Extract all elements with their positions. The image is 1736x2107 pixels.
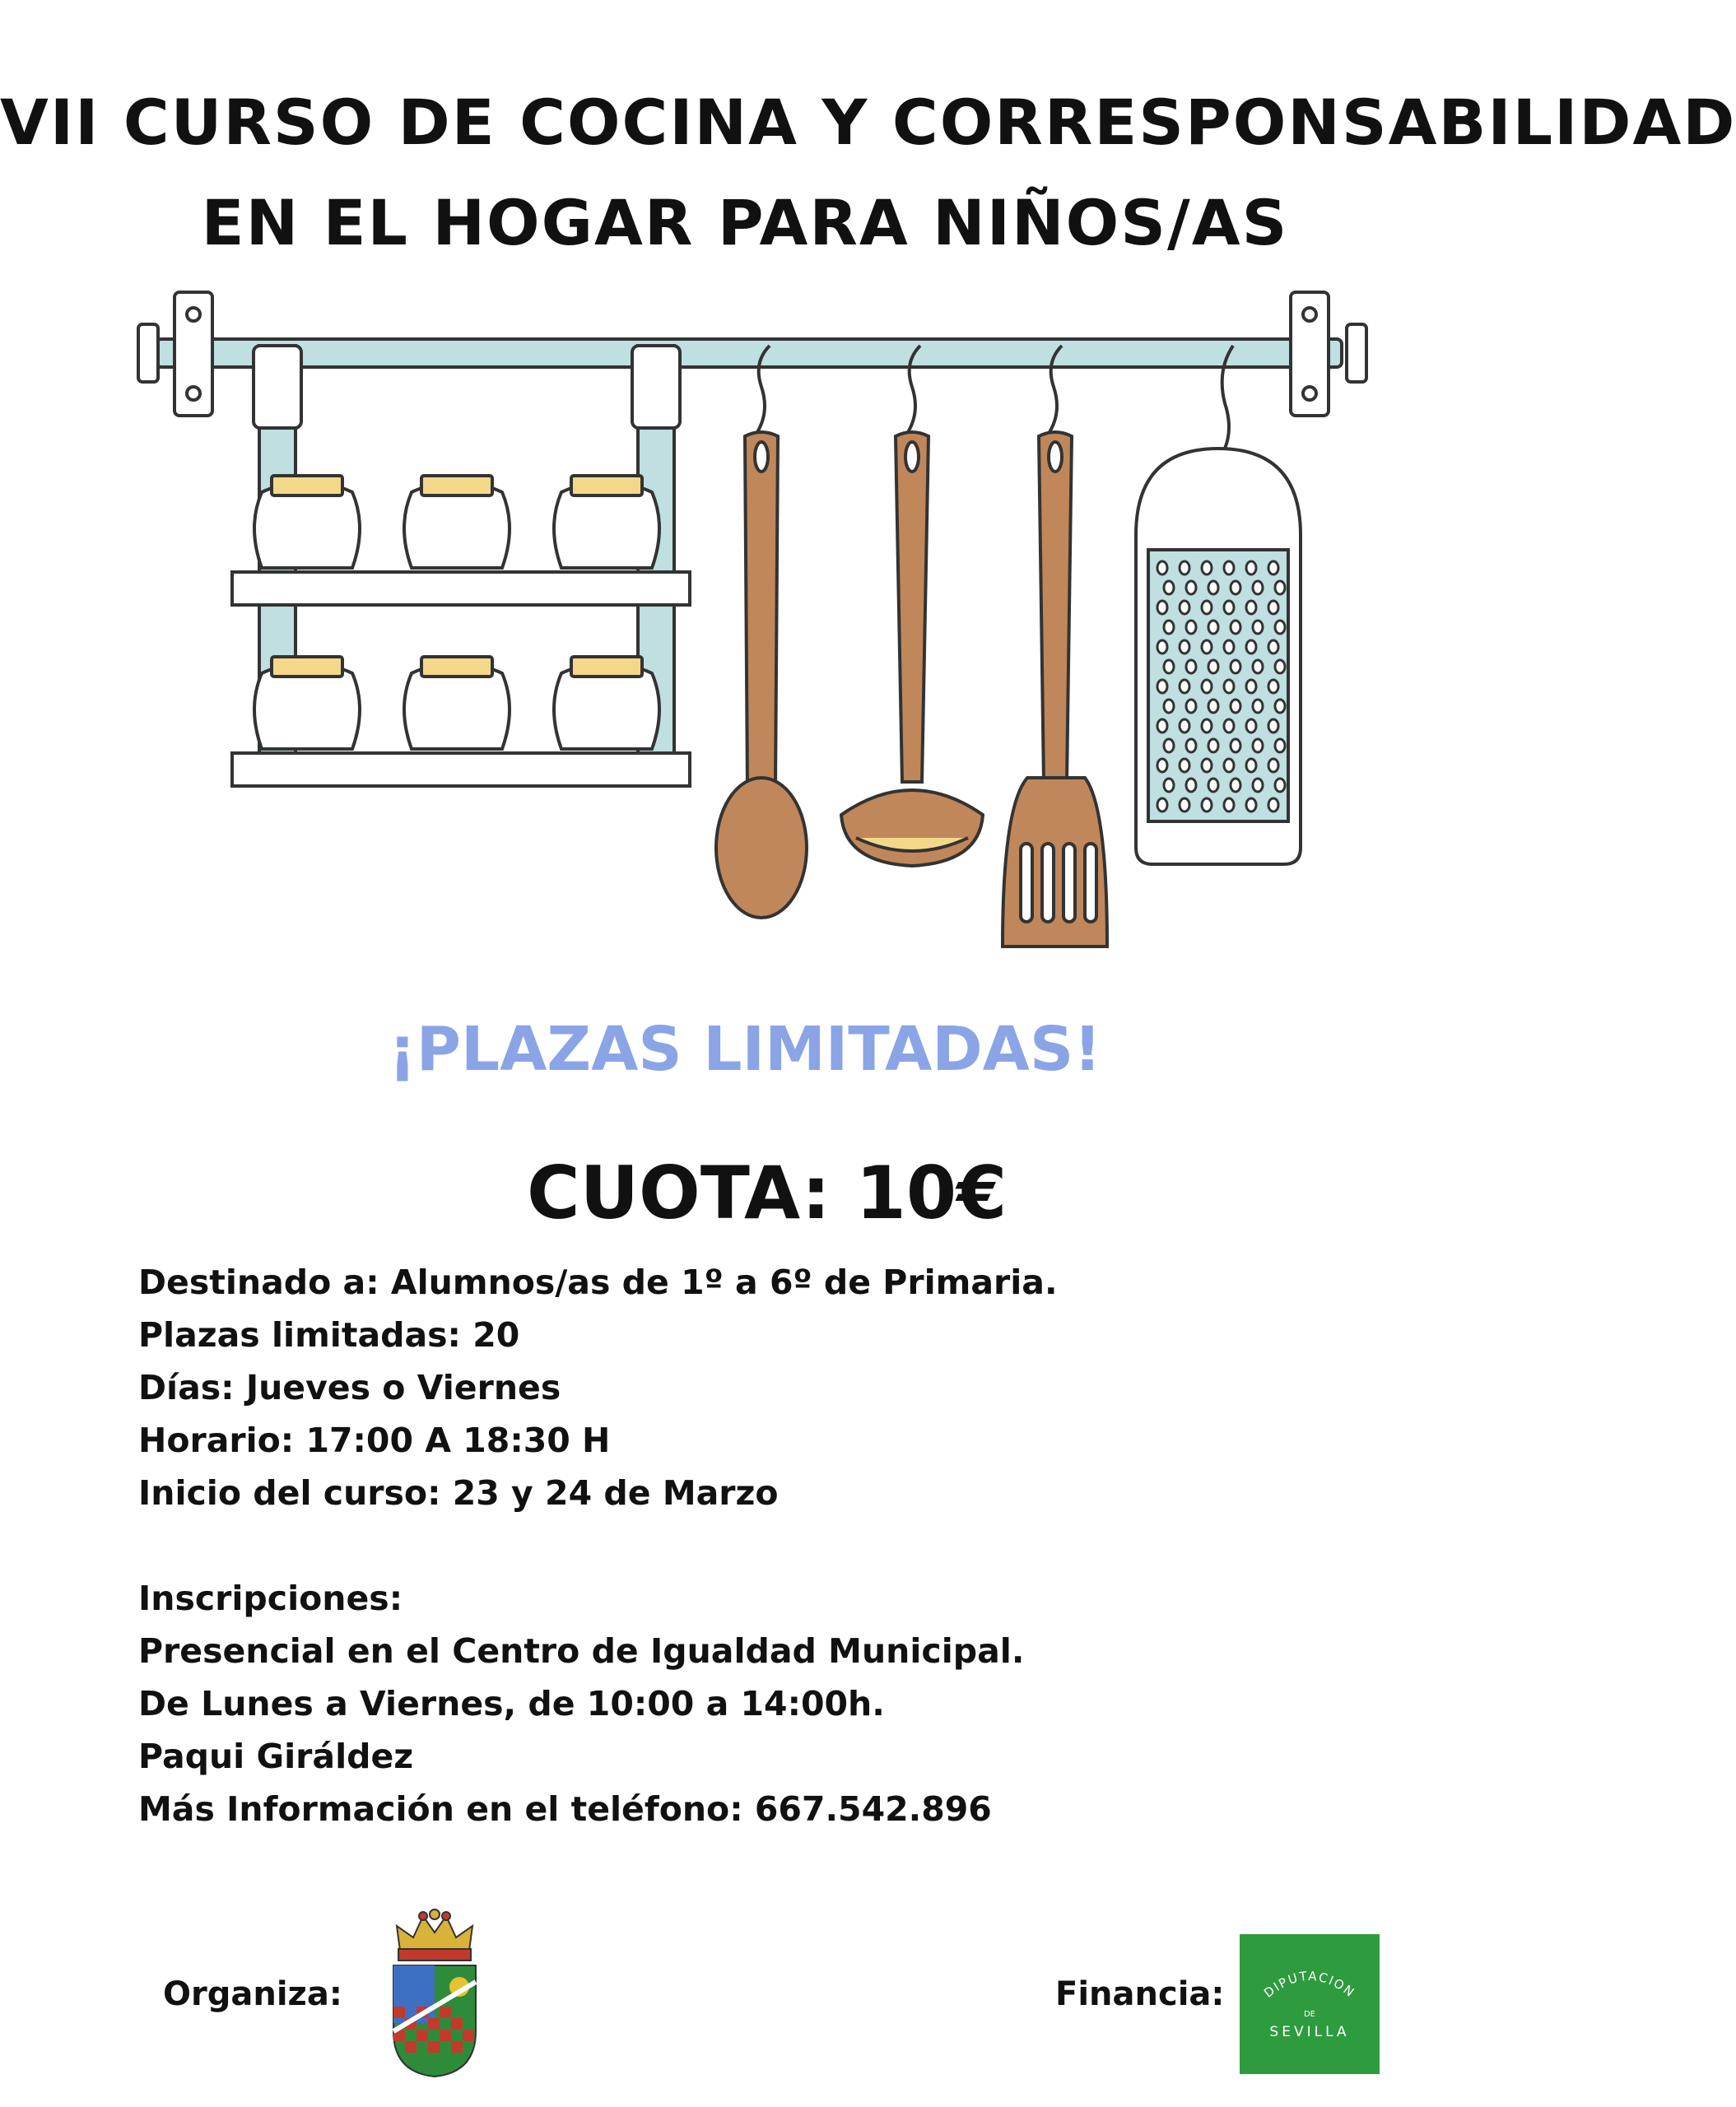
grater-hole (1208, 700, 1218, 713)
grater-hole (1268, 719, 1278, 733)
grater-hole (1268, 640, 1278, 653)
grater-hole (1208, 660, 1218, 673)
grater-hole (1180, 680, 1189, 693)
fee-heading: CUOTA: 10€ (527, 1151, 1008, 1235)
grater-hole (1231, 621, 1240, 634)
dipu-text-mid: DE (1303, 2010, 1316, 2019)
grater-hole (1180, 759, 1189, 772)
grater-hole (1268, 561, 1278, 574)
grater-hole (1246, 798, 1256, 812)
grater-hole (1202, 601, 1212, 614)
grater-hole (1208, 581, 1218, 594)
grater-hole (1224, 561, 1234, 574)
grater-hole (1180, 719, 1189, 733)
grater-hole (1231, 581, 1240, 594)
dipu-text-top: DIPUTACION (1261, 1968, 1358, 2001)
financia-label: Financia: (1055, 1975, 1225, 2013)
grater-hole (1253, 739, 1263, 752)
title-line-1: VII CURSO DE COCINA Y CORRESPONSABILIDAD (0, 86, 1736, 159)
grater-hole (1208, 739, 1218, 752)
grater-hole (1231, 779, 1240, 792)
organiza-label: Organiza: (163, 1975, 342, 2013)
grater-hole (1231, 660, 1240, 673)
grater-hole (1180, 640, 1189, 653)
grater-hole (1157, 798, 1167, 812)
course-info (138, 1256, 1058, 1835)
grater-hole (1180, 601, 1189, 614)
grater-hole (1186, 779, 1196, 792)
registration-hours: De Lunes a Viernes, de 10:00 a 14:00h. (138, 1684, 885, 1723)
grater-hole (1164, 739, 1174, 752)
grater-hole (1157, 601, 1167, 614)
grater-hole (1224, 798, 1234, 812)
grater-hole (1180, 798, 1189, 812)
grater-hole (1246, 640, 1256, 653)
grater-hole (1253, 779, 1263, 792)
info-line-schedule: Horario: 17:00 A 18:30 H (138, 1421, 611, 1460)
grater-hole (1268, 601, 1278, 614)
grater-hole (1186, 621, 1196, 634)
grater-hole (1180, 561, 1189, 574)
grater-hole (1275, 581, 1285, 594)
grater-hole (1268, 759, 1278, 772)
info-line-days: Días: Jueves o Viernes (138, 1368, 561, 1407)
info-line-start: Inicio del curso: 23 y 24 de Marzo (138, 1473, 779, 1513)
grater-hole (1202, 640, 1212, 653)
registration-heading: Inscripciones: (138, 1579, 403, 1618)
grater-hole (1231, 700, 1240, 713)
grater-hole (1157, 561, 1167, 574)
grater-hole (1202, 798, 1212, 812)
kitchen-rail-with-spice-jars-and-utensils-icon (0, 0, 1736, 955)
grater-hole (1202, 561, 1212, 574)
registration-contact-name: Paqui Giráldez (138, 1737, 414, 1776)
grater-hole (1275, 660, 1285, 673)
grater-hole (1246, 759, 1256, 772)
grater-hole (1208, 621, 1218, 634)
grater-hole (1186, 739, 1196, 752)
grater-hole (1275, 700, 1285, 713)
grater-hole (1253, 660, 1263, 673)
grater-hole (1164, 621, 1174, 634)
grater-hole (1157, 680, 1167, 693)
registration-place: Presencial en el Centro de Igualdad Municipal. (138, 1631, 1025, 1671)
registration-phone: Más Información en el teléfono: 667.542.896 (138, 1789, 992, 1829)
grater-hole (1231, 739, 1240, 752)
info-spacer (138, 1519, 1058, 1572)
grater-hole (1186, 660, 1196, 673)
grater-hole (1246, 719, 1256, 733)
limited-places-banner: ¡PLAZAS LIMITADAS! (389, 1014, 1101, 1085)
grater-hole (1253, 700, 1263, 713)
grater-hole (1186, 581, 1196, 594)
grater-hole (1253, 581, 1263, 594)
grater-hole (1268, 680, 1278, 693)
grater-hole (1164, 700, 1174, 713)
grater-hole (1246, 601, 1256, 614)
municipal-coat-of-arms-icon (385, 1908, 484, 2081)
grater-hole (1246, 561, 1256, 574)
grater-hole (1186, 700, 1196, 713)
grater-hole (1157, 719, 1167, 733)
grater-hole (1157, 759, 1167, 772)
grater-hole (1202, 719, 1212, 733)
grater-hole (1246, 680, 1256, 693)
grater-hole (1224, 759, 1234, 772)
grater-hole (1253, 621, 1263, 634)
grater-hole (1275, 621, 1285, 634)
dipu-text-bottom: SEVILLA (1269, 2024, 1350, 2040)
grater-hole (1202, 759, 1212, 772)
grater-hole (1164, 581, 1174, 594)
grater-hole (1268, 798, 1278, 812)
title-line-2: EN EL HOGAR PARA NIÑOS/AS (201, 186, 1289, 259)
grater-hole (1164, 660, 1174, 673)
grater-hole (1202, 680, 1212, 693)
grater-hole (1275, 779, 1285, 792)
info-line-audience: Destinado a: Alumnos/as de 1º a 6º de Primaria. (138, 1263, 1058, 1302)
grater-hole (1224, 640, 1234, 653)
grater-hole (1157, 640, 1167, 653)
grater-hole (1275, 739, 1285, 752)
grater-hole (1208, 779, 1218, 792)
grater-hole (1224, 680, 1234, 693)
grater-hole (1224, 601, 1234, 614)
diputacion-sevilla-logo (1240, 1934, 1380, 2074)
grater-hole (1164, 779, 1174, 792)
info-line-places: Plazas limitadas: 20 (138, 1315, 520, 1355)
grater-hole (1224, 719, 1234, 733)
